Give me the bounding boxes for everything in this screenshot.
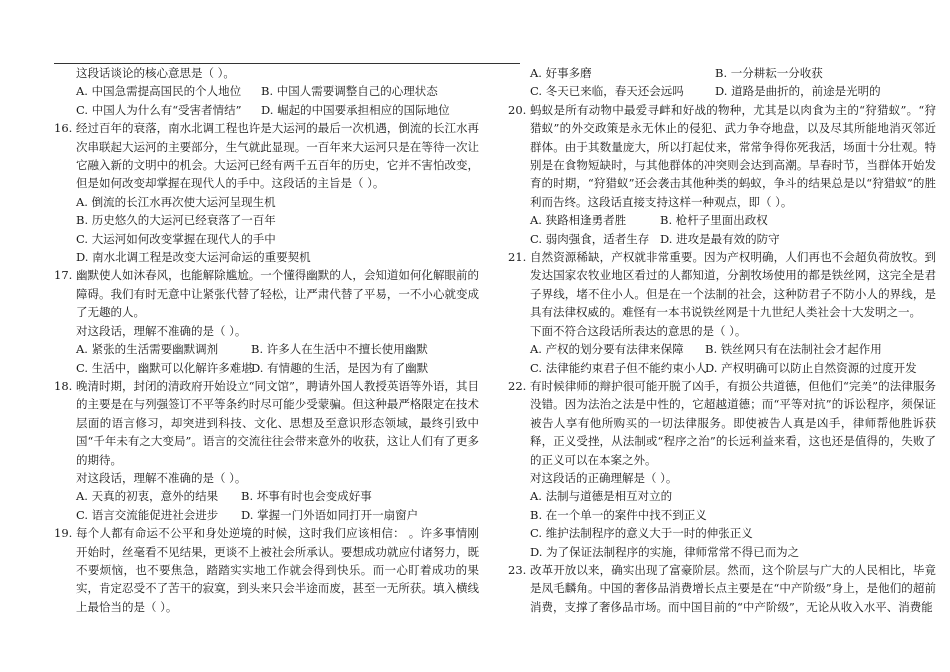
q19-options-ab [508, 64, 936, 82]
question-19 [54, 524, 479, 616]
q15-option-c[interactable]: C. 中国人为什么有“受害者情结” [76, 102, 242, 117]
q23-number: 23. [508, 562, 527, 577]
question-21 [508, 248, 936, 322]
q20-option-d[interactable]: D. 进攻是最有效的防守 [660, 231, 780, 246]
question-17 [54, 266, 479, 321]
q20-text: 蚂蚁是所有动物中最爱寻衅和好战的物种，尤其是以肉食为主的“狩猎蚁”。“狩猎蚁”的外交政策是永无休止的侵犯、武力争夺地盘，以及尽其所能地消灭邻近群体。由于其数量庞大，所以打起仗来，常常争得你死我活，场面十分壮观。特别是在食物短缺时，与其他群体的冲突则会达到高潮。旱春时节，当群体开始发育的时期，“狩猎蚁”还会袭击其他种类的蚂蚁，争斗的结果总是以“狩猎蚁”的胜利而告终。这段话直接支持这样一种观点，即（ ）。 [530, 102, 936, 209]
q18-options-ab [54, 487, 479, 505]
q19-option-b[interactable]: B. 一分耕耘一分收获 [715, 66, 823, 80]
q17-option-c[interactable]: C. 生活中，幽默可以化解许多难堪 [76, 360, 253, 375]
q16-option-b[interactable]: B. 历史悠久的大运河已经衰落了一百年 [76, 213, 276, 228]
q22-option-b[interactable]: B. 在一个单一的案件中找不到正义 [530, 507, 707, 522]
q17-options-ab [54, 340, 479, 358]
q15-option-b[interactable]: B. 中国人需要调整自己的心理状态 [261, 84, 438, 99]
q18-text: 晚清时期，封闭的清政府开始设立“同文馆”，聘请外国人教授英语等外语，其目的主要是在与列强签订不平等条约时尽可能少受蒙骗。但这种最严格限定在技术层面的语言修习，却突进到科技、文化、思想及至意识形态领域，最终引致中国“千年未有之大变局”。语言的交流往往会带来意外的收获，这让人们有了更多的期待。 [76, 378, 479, 467]
q17-option-a[interactable]: A. 紧张的生活需要幽默调剂 [76, 342, 219, 357]
q21-option-a[interactable]: A. 产权的划分要有法律来保障 [530, 342, 684, 357]
q18-prompt: 对这段话，理解不准确的是（ ）。 [76, 470, 247, 485]
q17-prompt: 对这段话，理解不准确的是（ ）。 [76, 323, 247, 338]
q20-option-a[interactable]: A. 狭路相逢勇者胜 [530, 213, 627, 228]
question-16 [54, 119, 479, 193]
q22-prompt: 对这段话的正确理解是（ ）。 [530, 470, 678, 485]
q19-options-cd [508, 82, 936, 100]
q22-option-d[interactable]: D. 为了保证法制程序的实施，律师常常不得已而为之 [530, 544, 800, 559]
left-column [54, 64, 479, 616]
q18-options-cd [54, 506, 479, 524]
q21-options-cd [508, 359, 936, 377]
q21-options-ab [508, 340, 936, 358]
q16-text: 经过百年的衰落，南水北调工程也许是大运河的最后一次机遇，倒流的长江水再次串联起大运河的主要部分，生气就此显现。一百年来大运河只是在等待一次让它融入新的文明中的机会。大运河已经有两千五百年的历史，它并不害怕改变，但是如何改变却掌握在现代人的手中。这段话的主旨是（ ）。 [76, 121, 479, 191]
q22-option-c[interactable]: C. 维护法制程序的意义大于一时的伸张正义 [530, 526, 753, 541]
q19-text: 每个人都有命运不公平和身处逆境的时候，这时我们应该相信： 。许多事情刚开始时，丝毫看不见结果，更谈不上被社会所承认。要想成功就应付诸努力，既不要烦恼，也不要焦急，踏踏实实地工作就会得到快乐。而一心盯着成功的果实，肯定忍受不了苦干的寂寞，到头来只会半途而废，甚至一无所获。填入横线上最恰当的是（ ）。 [76, 526, 479, 614]
q18-option-b[interactable]: B. 坏事有时也会变成好事 [241, 489, 372, 504]
q20-number: 20. [508, 102, 527, 117]
q21-text: 自然资源稀缺，产权就非常重要。因为产权明确，人们再也不会超负荷放牧。到发达国家农牧业地区看过的人都知道，分割牧场使用的都是铁丝网，这完全是君子界线，堵不住小人。但是在一个法制的社会，这种防君子不防小人的界线，是具有法律权威的。难怪有一本书说铁丝网是十九世纪人类社会十大发明之一。 [530, 250, 936, 320]
q15-options-cd [54, 101, 479, 119]
q19-option-c[interactable]: C. 冬天已来临，春天还会远吗 [530, 84, 684, 99]
q17-option-d[interactable]: D. 有情趣的生活，是因为有了幽默 [251, 360, 429, 375]
q15-option-a[interactable]: A. 中国急需提高国民的个人地位 [76, 84, 242, 99]
q23-text: 改革开放以来，确实出现了富豪阶层。然而，这个阶层与广大的人民相比，毕竟是凤毛麟角。中国的奢侈品消费增长点主要是在“中产阶级”身上，是他们的超前消费，支撑了奢侈品市场。而中国目前的“中产阶级”，无论从收入水平、消费能 [530, 562, 936, 614]
q22-text: 有时候律师的辩护很可能开脱了凶手，有损公共道德，但他们“完美”的法律服务没错。因为法治之法是中性的，它超越道德；而“平等对抗”的诉讼程序，须保证被告人享有他所购买的一切法律服务。即使被告人真是凶手，律师帮他胜诉获释，正义受挫，从法制或“程序之治”的长远利益来看，这也还是值得的，失败了的正义可以在本案之外。 [530, 378, 936, 467]
right-column [508, 64, 936, 616]
q20-option-b[interactable]: B. 枪杆子里面出政权 [660, 213, 768, 228]
q18-number: 18. [54, 378, 73, 393]
question-20 [508, 101, 936, 211]
q18-option-d[interactable]: D. 掌握一门外语如同打开一扇窗户 [241, 507, 419, 522]
q16-number: 16. [54, 121, 73, 136]
q18-option-c[interactable]: C. 语言交流能促进社会进步 [76, 507, 219, 522]
q17-number: 17. [54, 268, 73, 283]
q21-prompt: 下面不符合这段话所表达的意思的是（ ）。 [530, 323, 747, 338]
q19-option-a[interactable]: A. 好事多磨 [530, 66, 592, 80]
q16-option-c[interactable]: C. 大运河如何改变掌握在现代人的手中 [76, 231, 276, 246]
q17-text: 幽默使人如沐春风，也能解除尴尬。一个懂得幽默的人，会知道如何化解眼前的障碍。我们有时无意中让紧张代替了轻松，让严肃代替了平易，一不小心就变成了无趣的人。 [76, 268, 479, 320]
q18-option-a[interactable]: A. 天真的初衷，意外的结果 [76, 489, 219, 504]
question-18 [54, 377, 479, 469]
q20-options-ab [508, 211, 936, 229]
q15-option-d[interactable]: D. 崛起的中国要承担相应的国际地位 [261, 102, 450, 117]
q22-number: 22. [508, 378, 527, 393]
q15-prompt: 这段话谈论的核心意思是（ ）。 [76, 66, 235, 80]
q20-option-c[interactable]: C. 弱肉强食，适者生存 [530, 231, 650, 246]
q21-option-c[interactable]: C. 法律能约束君子但不能约束小人 [530, 360, 707, 375]
q15-options-ab [54, 82, 479, 100]
q21-number: 21. [508, 250, 527, 265]
q19-number: 19. [54, 526, 73, 541]
q19-option-d[interactable]: D. 道路是曲折的，前途是光明的 [715, 84, 881, 99]
question-22 [508, 377, 936, 469]
q20-options-cd [508, 230, 936, 248]
q21-option-b[interactable]: B. 铁丝网只有在法制社会才起作用 [705, 342, 882, 357]
q16-option-a[interactable]: A. 倒流的长江水再次使大运河呈现生机 [76, 194, 276, 209]
q21-option-d[interactable]: D. 产权明确可以防止自然资源的过度开发 [705, 360, 917, 375]
q17-options-cd [54, 359, 479, 377]
q22-option-a[interactable]: A. 法制与道德是相互对立的 [530, 489, 673, 504]
q16-option-d[interactable]: D. 南水北调工程是改变大运河命运的重要契机 [76, 250, 311, 265]
q17-option-b[interactable]: B. 许多人在生活中不擅长使用幽默 [251, 342, 428, 357]
question-23 [508, 561, 936, 616]
